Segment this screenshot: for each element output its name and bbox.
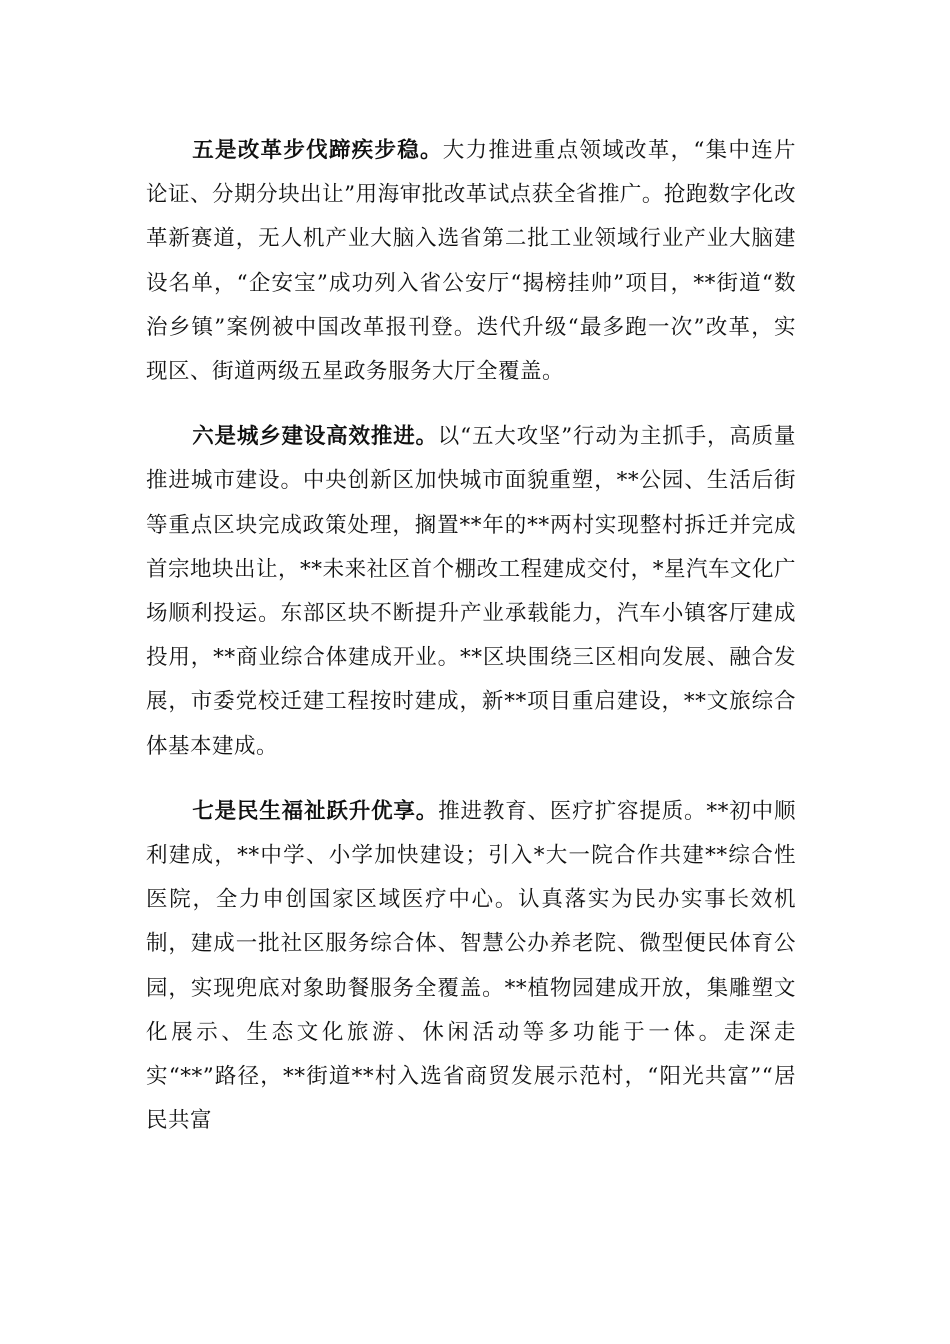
paragraph-livelihood <box>146 790 796 1144</box>
paragraph-text: 以“五大攻坚”行动为主抓手，高质量推进城市建设。中央创新区加快城市面貌重塑，**公园、生活后街等重点区块完成政策处理，搁置**年的**两村实现整村拆迁并完成首宗地块出让，**未来社区首个棚改工程建成交付，*星汽车文化广场顺利投运。东部区块不断提升产业承载能力，汽车小镇客厅建成投用，**商业综合体建成开业。**区块围绕三区相向发展、融合发展，市委党校迁建工程按时建成，新**项目重启建设，**文旅综合体基本建成。 <box>146 424 796 759</box>
paragraph-heading: 五是改革步伐蹄疾步稳。 <box>192 138 443 163</box>
paragraph-text: 推进教育、医疗扩容提质。**初中顺利建成，**中学、小学加快建设；引入*大一院合作共建**综合性医院，全力申创国家区域医疗中心。认真落实为民办实事长效机制，建成一批社区服务综合体、智慧公办养老院、微型便民体育公园，实现兜底对象助餐服务全覆盖。**植物园建成开放，集雕塑文化展示、生态文化旅游、休闲活动等多功能于一体。走深走实“**”路径，**街道**村入选省商贸发展示范村，“阳光共富”“居民共富 <box>146 798 796 1134</box>
paragraph-text: 大力推进重点领域改革，“集中连片论证、分期分块出让”用海审批改革试点获全省推广。抢跑数字化改革新赛道，无人机产业大脑入选省第二批工业领域行业产业大脑建设名单，“企安宝”成功列入省公安厅“揭榜挂帅”项目，**街道“数治乡镇”案例被中国改革报刊登。迭代升级“最多跑一次”改革，实现区、街道两级五星政务服务大厅全覆盖。 <box>146 138 796 385</box>
paragraph-heading: 六是城乡建设高效推进。 <box>192 424 438 450</box>
paragraph-urban-rural <box>146 415 796 769</box>
paragraph-heading: 七是民生福祉跃升优享。 <box>192 798 439 824</box>
document-body <box>146 129 796 1164</box>
paragraph-reform <box>146 129 796 394</box>
